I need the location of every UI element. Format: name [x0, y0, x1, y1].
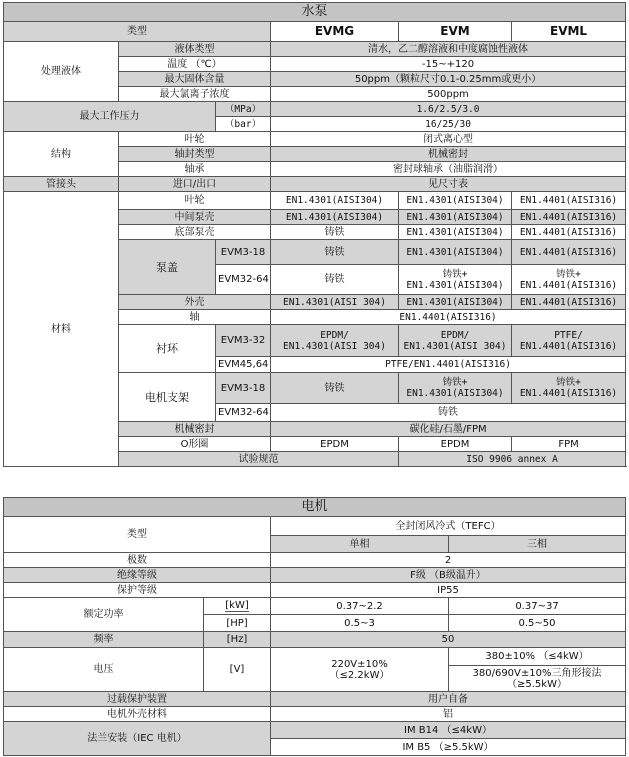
- line: 220V±10%: [331, 658, 388, 670]
- line: EPDM/: [440, 329, 470, 341]
- line: 铸铁+: [556, 377, 581, 388]
- mat-bracket-evmg-1: 铸铁: [271, 373, 399, 404]
- mat-mech-seal-label: 机械密封: [119, 422, 271, 437]
- line: 铸铁+: [442, 268, 468, 280]
- mat-cover-evmg-1: 铸铁: [271, 240, 399, 265]
- mat-shell-evml: EN1.4401(AISI316): [512, 295, 626, 310]
- voltage-three-b: [449, 666, 626, 692]
- model-evmg: EVMG: [271, 22, 399, 42]
- impeller-type-value: 闭式离心型: [271, 132, 626, 147]
- line: 铸铁+: [556, 268, 581, 280]
- motor-type-value: 全封闭风冷式（TEFC）: [271, 517, 626, 536]
- line: EN1.4301(AISI304): [406, 279, 504, 291]
- mat-ring-value-2: PTFE/EN1.4401(AISI316): [271, 357, 626, 373]
- power-label: 额定功率: [4, 598, 204, 632]
- test-spec-label: 试验规范: [119, 452, 399, 467]
- motor-section-title: 电机: [4, 498, 626, 517]
- line: EPDM/: [320, 329, 349, 341]
- mat-ring-sub2: EVM45,64: [216, 357, 271, 373]
- fluid-type-label: 液体类型: [119, 42, 271, 57]
- solid-label: 最大固体含量: [119, 72, 271, 87]
- test-spec-value: ISO 9906 annex A: [399, 452, 626, 467]
- single-phase-header: 单相: [271, 536, 449, 553]
- mat-cover-label: 泵盖: [119, 240, 216, 295]
- motor-type-label: 类型: [4, 517, 271, 553]
- mat-impeller-evm: EN1.4301(AISI304): [399, 192, 512, 210]
- mat-bottom-housing-label: 底部泵壳: [119, 225, 271, 240]
- mat-ring-evml-1: [512, 325, 626, 357]
- pipe-label: 进口/出口: [119, 177, 271, 192]
- mat-ring-label: 衬环: [119, 325, 216, 373]
- line: EN1.4401(AISI316): [519, 279, 618, 291]
- line: （≤2.2kW）: [329, 669, 390, 681]
- pipe-value: 见尺寸表: [271, 177, 626, 192]
- mat-mid-housing-evmg: EN1.4301(AISI304): [271, 210, 399, 225]
- mat-cover-evm-2: [399, 265, 512, 295]
- pump-table: [3, 2, 626, 467]
- seal-type-label: 轴封类型: [119, 147, 271, 162]
- mat-oring-label: O形圈: [119, 437, 271, 452]
- protection-label: 保护等级: [4, 583, 271, 598]
- mat-bracket-sub1: EVM3-18: [216, 373, 271, 404]
- impeller-type-label: 叶轮: [119, 132, 271, 147]
- mat-impeller-evml: EN1.4401(AISI316): [512, 192, 626, 210]
- power-hp-single: 0.5~3: [271, 615, 449, 632]
- mat-ring-evmg-1: [271, 325, 399, 357]
- mat-mid-housing-label: 中间泵壳: [119, 210, 271, 225]
- fluid-group-label: 处理液体: [4, 42, 119, 102]
- freq-value: 50: [271, 632, 626, 648]
- mat-bracket-evml-1: [512, 373, 626, 404]
- line: EN1.4301(AISI304): [406, 388, 504, 399]
- kw-unit-text: [kW]: [225, 600, 249, 611]
- protection-value: IP55: [271, 583, 626, 598]
- chloride-label: 最大氯离子浓度: [119, 87, 271, 102]
- housing-label: 电机外壳材料: [4, 707, 271, 722]
- power-kw-three: 0.37~37: [449, 598, 626, 615]
- insulation-value: F级 （B级温升）: [271, 568, 626, 583]
- freq-label: 频率: [4, 632, 204, 648]
- line: 380/690V±10%三角形接法: [472, 667, 602, 679]
- type-label: 类型: [4, 22, 271, 42]
- mat-cover-evmg-2: 铸铁: [271, 265, 399, 295]
- line: EN1.4401(AISI316): [519, 340, 618, 352]
- poles-label: 极数: [4, 553, 271, 568]
- line: 铸铁+: [442, 377, 468, 388]
- mat-oring-evmg: EPDM: [271, 437, 399, 452]
- line: EN1.4401(AISI316): [519, 388, 618, 399]
- voltage-three-a: 380±10% （≤4kW）: [449, 648, 626, 666]
- power-kw-single: 0.37~2.2: [271, 598, 449, 615]
- flange-b5: IM B5 （≥5.5kW）: [271, 739, 626, 756]
- seal-type-value: 机械密封: [271, 147, 626, 162]
- chloride-value: 500ppm: [271, 87, 626, 102]
- mat-oring-evml: FPM: [512, 437, 626, 452]
- mat-mech-seal-value: 碳化硅/石墨/FPM: [271, 422, 626, 437]
- poles-value: 2: [271, 553, 626, 568]
- mat-cover-evml-2: [512, 265, 626, 295]
- mat-impeller-label: 叶轮: [119, 192, 271, 210]
- power-hp-three: 0.5~50: [449, 615, 626, 632]
- pressure-label: 最大工作压力: [4, 102, 216, 132]
- motor-table: [3, 497, 626, 756]
- mat-impeller-evmg: EN1.4301(AISI304): [271, 192, 399, 210]
- temp-value: -15~+120: [271, 57, 626, 72]
- mat-mid-housing-evml: EN1.4401(AISI316): [512, 210, 626, 225]
- mat-shell-evm: EN1.4301(AISI304): [399, 295, 512, 310]
- mat-mid-housing-evm: EN1.4301(AISI304): [399, 210, 512, 225]
- mat-shell-evmg: EN1.4301(AISI 304): [271, 295, 399, 310]
- overload-value: 用户自备: [271, 692, 626, 707]
- mat-bottom-housing-evmg: 铸铁: [271, 225, 399, 240]
- pipe-group-label: 管接头: [4, 177, 119, 192]
- bearing-value: 密封球轴承（油脂润滑）: [271, 162, 626, 177]
- housing-value: 铝: [271, 707, 626, 722]
- voltage-single: [271, 648, 449, 692]
- bearing-label: 轴承: [119, 162, 271, 177]
- power-kw-unit: [204, 598, 271, 615]
- structure-group-label: 结构: [4, 132, 119, 177]
- overload-label: 过载保护装置: [4, 692, 271, 707]
- solid-value: 50ppm（颗粒尺寸0.1-0.25mm或更小）: [271, 72, 626, 87]
- flange-b14: IM B14 （≤4kW）: [271, 722, 626, 739]
- mat-ring-evm-1: [399, 325, 512, 357]
- pressure-bar-unit: （bar）: [216, 117, 271, 132]
- pressure-mpa-value: 1.6/2.5/3.0: [271, 102, 626, 117]
- line: PTFE/: [554, 329, 583, 341]
- mat-bracket-sub2: EVM32-64: [216, 404, 271, 422]
- mat-bracket-label: 电机支架: [119, 373, 216, 422]
- materials-group-label: 材料: [4, 192, 119, 467]
- pressure-bar-value: 16/25/30: [271, 117, 626, 132]
- mat-shell-label: 外壳: [119, 295, 271, 310]
- line: （≥5.5kW）: [507, 678, 567, 690]
- model-evm: EVM: [399, 22, 512, 42]
- mat-bracket-evm-1: [399, 373, 512, 404]
- mat-bracket-value-2: 铸铁: [271, 404, 626, 422]
- mat-cover-evm-1: EN1.4301(AISI304): [399, 240, 512, 265]
- insulation-label: 绝缘等级: [4, 568, 271, 583]
- mat-shaft-value: EN1.4401(AISI316): [271, 310, 626, 325]
- flange-label: 法兰安装（IEC 电机）: [4, 722, 271, 756]
- mat-oring-evm: EPDM: [399, 437, 512, 452]
- pump-section-title: 水泵: [4, 3, 626, 22]
- power-hp-unit: [HP]: [204, 615, 271, 632]
- mat-cover-evml-1: EN1.4401(AISI316): [512, 240, 626, 265]
- voltage-label: 电压: [4, 648, 204, 692]
- mat-cover-sub2: EVM32-64: [216, 265, 271, 295]
- mat-bottom-housing-evml: EN1.4401(AISI316): [512, 225, 626, 240]
- line: EN1.4301(AISI 304): [283, 340, 386, 352]
- mat-ring-sub1: EVM3-32: [216, 325, 271, 357]
- temp-label: 温度 （℃）: [119, 57, 271, 72]
- mat-shaft-label: 轴: [119, 310, 271, 325]
- model-evml: EVML: [512, 22, 626, 42]
- fluid-type-value: 清水，乙二醇溶液和中度腐蚀性液体: [271, 42, 626, 57]
- pressure-mpa-unit: （MPa）: [216, 102, 271, 117]
- mat-bottom-housing-evm: EN1.4301(AISI304): [399, 225, 512, 240]
- voltage-unit: [V]: [204, 648, 271, 692]
- freq-unit: [Hz]: [204, 632, 271, 648]
- three-phase-header: 三相: [449, 536, 626, 553]
- mat-cover-sub1: EVM3-18: [216, 240, 271, 265]
- line: EN1.4301(AISI 304): [403, 340, 507, 352]
